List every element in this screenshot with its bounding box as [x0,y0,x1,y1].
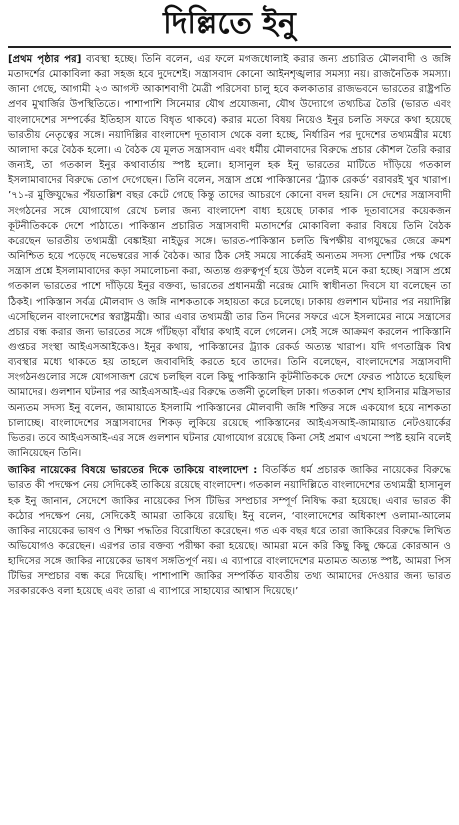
body-paragraph-2 [8,463,451,599]
continuation-label: [প্রথম পৃষ্ঠার পর] [8,54,82,65]
article-headline: দিল্লিতে ইনু [163,6,296,41]
section-subhead: জাকির নায়েকের বিষয়ে ভারতের দিকে তাকিয়ে বাংলাদেশ : [8,465,258,477]
paragraph-1-text: ব্যবস্থা হচ্ছে। তিনি বলেন, এর ফলে মগজধোলাই করার জন্য প্রচারিত মৌলবাদী ও জঙ্গি মতাদর্শের মোকাবিলা করা সহজ হবে দুদেশেই। সন্ত্রাসবাদ কোনো আইনশৃঙ্খলার সমস্যা নয়। রাজনৈতিক সমস্যা। জানা গেছে, আগামী ২৩ আগস্ট আকাশবাণী মৈত্রী পরিসেবা চালু হবে কলকাতার রাজভবনে ভারতের রাষ্ট্রপতি প্রণব মুখার্জির উপস্থিতিতে। পাশাপাশি সিনেমার যৌথ প্রযোজনা, যৌথ উদ্যোগে তথ্যচিত্র তৈরি (ভারত এবং বাংলাদেশের সম্পর্কের ইতিহাস যাতে বিধৃত থাকবে) করার মতো বিষয় নিয়েও ইনুর চলতি সফরে কথা হয়েছে ভারতীয় নেতৃত্বের সঙ্গে। নয়াদিল্লির বাংলাদেশ দূতাবাস থেকে বলা হচ্ছে, নির্ধারিন পর দুদেশের তথ্যমন্ত্রীর মধ্যে আলাদা করে বৈঠক হলো। এ বৈঠক যে মূলত সন্ত্রাসবাদ এবং ধর্মীয় মৌলবাদের বিরুদ্ধে প্রচার কৌশল তৈরি করার জন্যই, তা গতকাল ইনুর কথাবার্তায় স্পষ্ট হলো। হাসানুল হক ইনু ভারতের মাটিতে দাঁড়িয়ে গতকাল ইসলামাবাদের বিরুদ্ধে তোপ দেগেছেন। তিনি বলেন, সন্ত্রাস প্রশ্নে পাকিস্তানের ‘ট্র্যাক রেকর্ড’ বরাবরই খুব খারাপ। ’৭১-র মুক্তিযুদ্ধের পঁয়তাল্লিশ বছর কেটে গেছে কিন্তু তাদের আচরণে কোনো বদল হয়নি। সে দেশের সন্ত্রাসবাদী সংগঠনের সঙ্গে যোগাযোগ রেখে চলার জন্য বাংলাদেশ বাধ্য হয়েছে ঢাকার পাক দূতাবাসের কয়েকজন কূটনীতিককে দেশে পাঠাতে। পাকিস্তান প্রচারিত সন্ত্রাসবাদী মতাদর্শের মোকাবিলা করার বিষয়ে তিনি বৈঠক করেছেন ভারতীয় তথ্যমন্ত্রী বেঙ্কাইয়া নাইডুর সঙ্গে। ভারত-পাকিস্তান চলতি দ্বিপক্ষীয় বাগযুদ্ধের জেরে ক্রমশ অনিশ্চিত হয়ে পড়েছে নভেম্বরের সার্ক বৈঠক। আর ঠিক সেই সময়ে সার্কেরই অন্যতম সদস্য দেশটির পক্ষ থেকে সন্ত্রাস প্রশ্নে ইসলামাবাদের কড়া সমালোচনা করা, অত্যন্ত গুরুত্বপূর্ণ হয়ে উঠল বলেই মনে করা হচ্ছে। সন্ত্রাস প্রশ্নে গতকাল ভারতের পাশে দাঁড়িয়ে ইনুর বক্তব্য, ভারতের প্রধানমন্ত্রী নরেন্দ্র মোদি স্বাধীনতা দিবসে যা বলেছেন তা ঠিকই। পাকিস্তান সর্বত্র মৌলবাদ ও জঙ্গি নাশকতাকে সহায়তা করে চলেছে। ঢাকায় গুলশান ঘটনার পর নয়াদিল্লি এসেছিলেন বাংলাদেশের স্বরাষ্ট্রমন্ত্রী। আর এবার তথ্যমন্ত্রী তার তিন দিনের সফরে এসে ইসলামের নামে সন্ত্রাসের প্রচার বন্ধ করার জন্য ভারতের সঙ্গে গাঁটছড়া বাঁধার কথাই বলে গেলেন। সেই সঙ্গে আক্রমণ করলেন পাকিস্তানি গুপ্তচর সংস্থা আইএসআইকেও। ইনুর কথায়, পাকিস্তানের ট্র্যাক রেকর্ড অত্যন্ত খারাপ। যদি গণতান্ত্রিক বিশ্ব ব্যবস্থার মধ্যে থাকতে হয় তাহলে জবাবদিহি করতে হবে তাদের। তিনি বলেছেন, বাংলাদেশের সন্ত্রাসবাদী সংগঠনগুলোর সঙ্গে যোগসাজশ রেখে চলছিল বলে কিছু পাকিস্তানি কূটনীতিককে দেশে ফেরত পাঠাতে হয়েছিল আমাদের। গুলশান ঘটনার পর আইএসআই-এর বিরুদ্ধে তর্জনী তুলেছিল ঢাকা। গতকাল শেখ হাসিনার মন্ত্রিসভার অন্যতম সদস্য ইনু বলেন, জামায়াতে ইসলামি পাকিস্তানের মৌলবাদী জঙ্গি শক্তির সঙ্গে একযোগ হয়ে নাশকতা চালাচ্ছে। বাংলাদেশের সন্ত্রাসবাদের শিকড় লুকিয়ে রয়েছে পাকিস্তানের আইএসআই-জামায়াত নেটওয়ার্কের ভিতর। তবে আইএসআই-এর সঙ্গে গুলশান ঘটনার যোগাযোগ রয়েছে কিনা সেই প্রমাণ এখনো স্পষ্ট হয়নি বলেই জানিয়েছেন তিনি। [8,54,451,460]
paragraph-2-text: বিতর্কিত ধর্ম প্রচারক জাকির নায়েকের বিরুদ্ধে ভারত কী পদক্ষেপ নেয় সেদিকেই তাকিয়ে রয়েছে বাংলাদেশ। গতকাল নয়াদিল্লিতে বাংলাদেশের তথ্যমন্ত্রী হাসানুল হক ইনু জানান, সেদেশে জাকির নায়েকের পিস টিভির সম্প্রচার সম্পূর্ণ নিষিদ্ধ করা হয়েছে। এবার ভারত কী কঠোর পদক্ষেপ নেয়, সেদিকেই আমরা তাকিয়ে রয়েছি। ইনু বলেন, ‘বাংলাদেশের অধিকাংশ ওলামা-আলেম জাকির নায়েকের ভাষণ ও শিক্ষা পদ্ধতির বিরোধিতা করেছেন। গত এক বছর ধরে তারা জাকিরের বিরুদ্ধে লিখিত অভিযোগও করেছেন। এরপর তার বক্তব্য পরীক্ষা করা হয়েছে। আমরা মনে করি কিছু কিছু ক্ষেত্রে কোরআন ও হাদিসের সঙ্গে জাকির নায়েকের ভাষণ সঙ্গতিপূর্ণ নয়। এ ব্যাপারে বাংলাদেশের মতামত অত্যন্ত স্পষ্ট, আমরা পিস টিভির সম্প্রচার বন্ধ করে দিয়েছি। পাশাপাশি জাকির সম্পর্কিত যাবতীয় তথ্য আমাদের দেওয়ার জন্য ভারত সরকারকেও বলা হয়েছে এবং তারা এ ব্যাপারে সাহায্যের আশ্বাস দিয়েছে।’ [8,465,451,598]
article-body [8,52,451,600]
headline-divider [8,46,451,48]
body-paragraph-1 [8,52,451,461]
